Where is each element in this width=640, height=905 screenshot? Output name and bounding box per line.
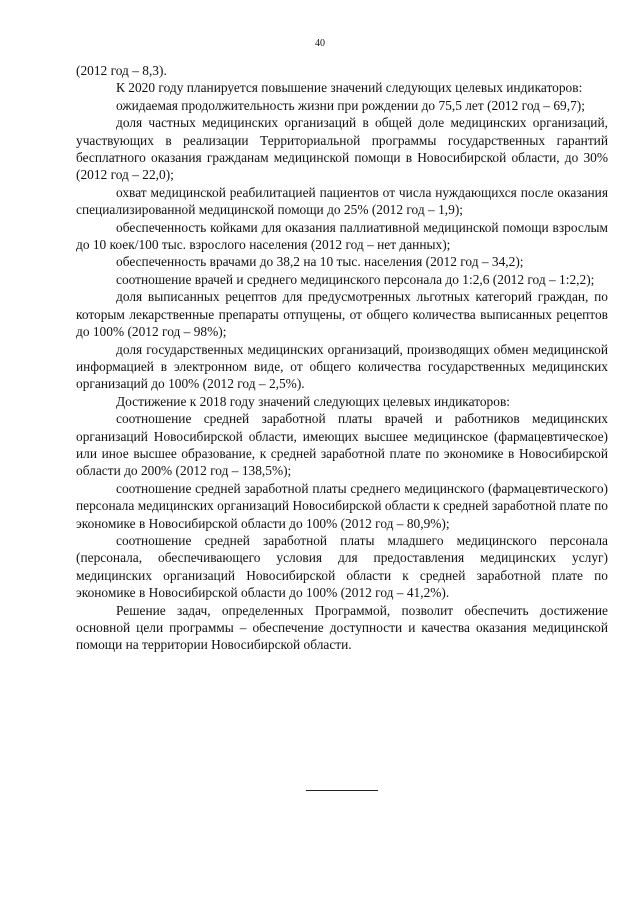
paragraph-mid-staff-salary-ratio: соотношение средней заработной платы среднего медицинского (фармацевтического) персонала медицинских организаций Новосибирской области к средней заработной плате по экономике в Новосибирской области до 100% (2012 год – 80,9%);: [76, 480, 608, 531]
document-body: [76, 62, 608, 654]
paragraph-2018-targets-intro: Достижение к 2018 году значений следующих целевых индикаторов:: [116, 393, 510, 409]
page-number: 40: [315, 38, 325, 49]
paragraph-private-organizations-share: доля частных медицинских организаций в общей доле медицинских организаций, участвующих в реализации Территориальной программы государственных гарантий бесплатного оказания гражданам медицинской помощи в Новосибирской области, до 30% (2012 год – 22,0);: [76, 115, 608, 183]
paragraph-rehabilitation-coverage: охват медицинской реабилитацией пациентов от числа нуждающихся после оказания специализированной медицинской помощи до 25% (2012 год – 1,9);: [76, 184, 608, 218]
paragraph-prescriptions-share: доля выписанных рецептов для предусмотренных льготных категорий граждан, по которым лекарственные препараты отпущены, от общего количества выписанных рецептов до 100% (2012 год – 98%);: [76, 289, 608, 340]
paragraph-conclusion: Решение задач, определенных Программой, позволит обеспечить достижение основной цели программы – обеспечение доступности и качества оказания медицинской помощи на территории Новосибирской области.: [76, 602, 608, 653]
paragraph-palliative-beds: обеспеченность койками для оказания паллиативной медицинской помощи взрослым до 10 коек/100 тыс. взрослого населения (2012 год – нет данных);: [76, 219, 608, 253]
paragraph-life-expectancy: ожидаемая продолжительность жизни при рождении до 75,5 лет (2012 год – 69,7);: [116, 97, 585, 113]
section-divider: [306, 790, 378, 791]
paragraph-electronic-exchange: доля государственных медицинских организаций, производящих обмен медицинской информацией в электронном виде, от общего количества государственных медицинских организаций до 100% (2012 год – 2,5%).: [76, 341, 608, 392]
paragraph-junior-staff-salary-ratio: соотношение средней заработной платы младшего медицинского персонала (персонала, обеспечивающего условия для предоставления медицинских услуг) медицинских организаций Новосибирской области к средней заработной плате по экономике в Новосибирской области до 100% (2012 год – 41,2%).: [76, 532, 608, 601]
paragraph-continuation: (2012 год – 8,3).: [76, 63, 167, 78]
paragraph-doctors-supply: обеспеченность врачами до 38,2 на 10 тыс. населения (2012 год – 34,2);: [116, 254, 524, 270]
paragraph-doctors-nurses-ratio: соотношение врачей и среднего медицинского персонала до 1:2,6 (2012 год – 1:2,2);: [116, 271, 595, 287]
paragraph-2020-targets-intro: К 2020 году планируется повышение значений следующих целевых индикаторов:: [116, 80, 583, 96]
paragraph-doctors-salary-ratio: соотношение средней заработной платы врачей и работников медицинских организаций Новосибирской области, имеющих высшее медицинское (фармацевтическое) или иное высшее образование, к средней заработной плате по экономике в Новосибирской области до 200% (2012 год – 138,5%);: [76, 411, 608, 479]
